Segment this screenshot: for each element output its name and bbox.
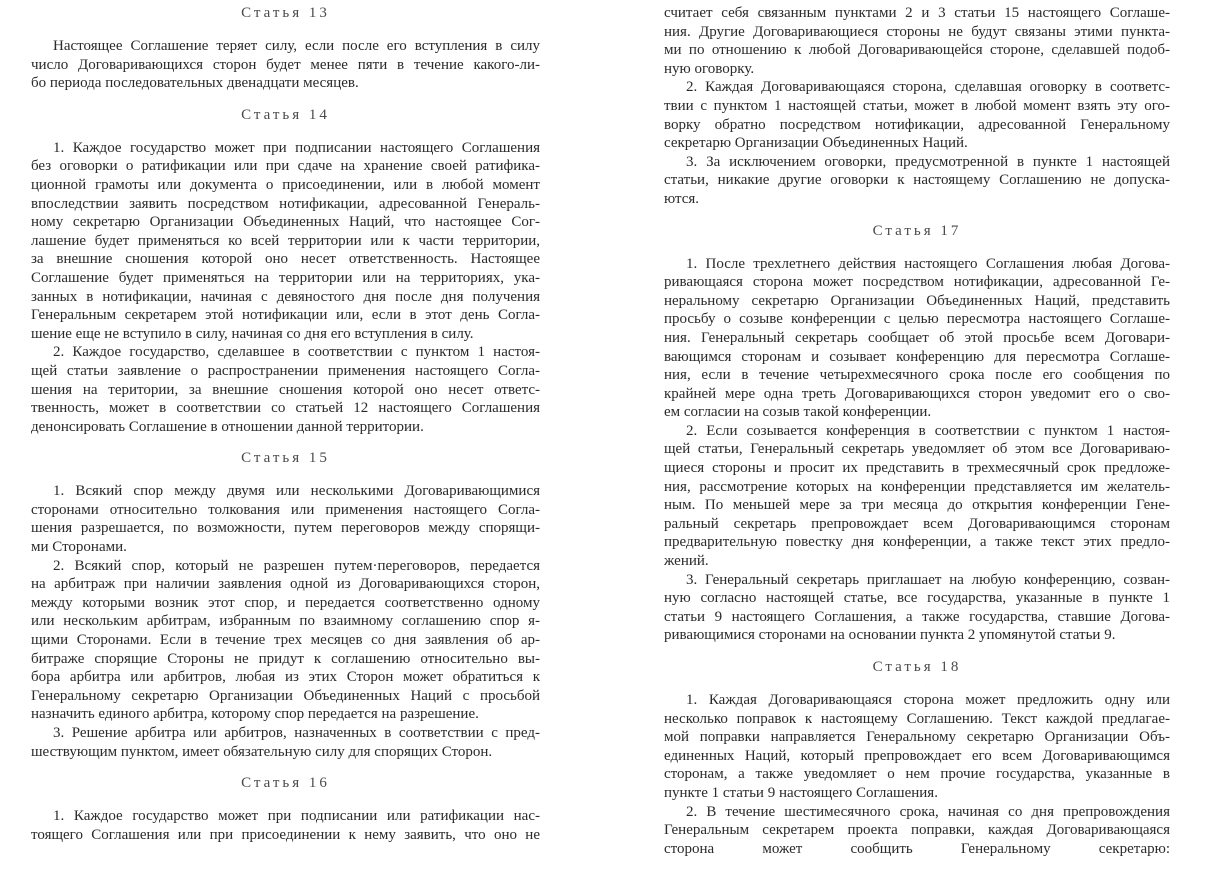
text-line: 3. Решение арбитра или арбитров, назначенных в соответствии с пред- [53,725,540,741]
text-line: 2. В течение шестимесячного срока, начиная со дня препровождения [686,803,1170,820]
text-line: шения на територии, за внешние сношения которой оно несет ответс- [31,381,540,398]
text-line: мой поправки направляется Генеральному секретарю Организации Объ- [664,729,1170,746]
text-line: 1. Каждая Договаривающаяся сторона может предложить одну или [686,692,1170,708]
text-line: предварительную повестку дня конференции, а также текст этих предло- [664,534,1170,551]
article-paragraph [31,557,540,724]
text-line: твенность, может в соответствии со статьей 12 настоящего Соглашения [31,400,540,417]
text-line: ния. Другие Договаривающиеся стороны не будут связаны этими пункта- [664,23,1170,40]
article-paragraph [664,153,1170,209]
article-paragraph [664,255,1170,422]
text-line: 2. Каждое государство, сделавшее в соответствии с пунктом 1 настоя- [53,344,540,361]
text-line: Генеральным секретарем проекта поправки, каждая Договаривающаяся [664,822,1170,839]
article-paragraph [664,422,1170,571]
text-line: бора арбитра или арбитров, любая из этих Сторон может обратиться к [31,669,540,686]
text-line: щей статьи, Генеральный секретарь уведомляет об этом все Договариваю- [664,441,1170,458]
article-heading: Статья 15 [241,450,330,467]
article-paragraph [664,803,1170,859]
article-heading: Статья 17 [872,222,962,239]
article-paragraph [31,139,540,344]
text-line: ми Сторонами. [31,539,127,556]
text-line: 1. Каждое государство может при подписании или ратификации нас- [53,808,540,825]
text-line: единенных Наций, который препровождает его всем Договаривающимся [664,747,1170,764]
text-line: ному секретарю Организации Объединенных Наций, что настоящее Сог- [31,214,540,231]
text-line: щей статьи заявление о распространении применения настоящего Согла- [31,362,540,379]
text-line: Генеральным секретарем этой нотификации или, если в этот день Согла- [31,307,540,324]
text-line: ным. По меньшей мере за три месяца до открытия конференции Гене- [664,497,1170,514]
text-line: ми по отношению к любой Договаривающейся стороне, сделавшей подоб- [664,42,1170,59]
text-line: денонсировать Соглашение в отношении данной территории. [31,418,424,435]
text-line: ную согласно настоящей статье, все государства, указанные в пункте 1 [664,590,1170,607]
article-paragraph [664,78,1170,152]
text-line: ривающаяся сторона может посредством нотификации, адресованной Ге- [664,274,1170,291]
text-line: или нескольким арбитрам, избранным по взаимному соглашению спор я- [31,613,540,630]
text-line: лашение будет применяться ко всей территории или к части территории, [31,232,540,249]
text-line: ются. [664,190,700,207]
right-page-column [664,4,1170,858]
text-line: ния, если в течение четырехмесячного срока после его сообщения по [664,367,1170,384]
text-line: твии с пунктом 1 настоящей статьи, может в любой момент взять эту ого- [664,97,1170,114]
text-line: секретарю Организации Объединенных Наций. [664,135,968,152]
text-line: сторона может сообщить Генеральному секретарю: [664,840,1170,857]
text-line: ния, рассмотрение которых на конференции представляется им желатель- [664,478,1170,495]
text-line: вающимся сторонам и созывает конференцию для пересмотра Соглаше- [664,348,1170,365]
text-line: Настоящее Соглашение теряет силу, если после его вступления в силу [53,38,540,54]
text-line: просьбу о созыве конференции с целью пересмотра настоящего Соглаше- [664,311,1170,328]
text-line: ционной грамоты или документа о присоединении, или в любой момент [31,176,540,193]
text-line: ривающимися сторонами на основании пункта 2 упомянутой статьи 9. [664,627,1116,644]
left-page-column [31,4,540,844]
article-heading: Статья 14 [241,106,330,123]
text-line: 2. Каждая Договаривающаяся сторона, сделавшая оговорку в соответс- [686,79,1170,96]
article-paragraph [31,807,540,844]
text-line: статьи, никакие другие оговорки к настоящему Соглашению не допуска- [664,172,1170,189]
text-line: шение еще не вступило в силу, начиная со дня его вступления в силу. [31,325,474,342]
text-line: 2. Всякий спор, который не разрешен путем·переговоров, передается [53,557,540,574]
text-line: впоследствии заявить посредством нотификации, адресованной Генераль- [31,195,540,212]
text-line: жений. [664,553,709,570]
text-line: ния. Генеральный секретарь сообщает об этой просьбе всем Договари- [664,329,1170,346]
text-line: шествующим пунктом, имеет обязательную силу для спорящих Сторон. [31,743,493,760]
text-line: щими Сторонами. Если в течение трех месяцев со дня заявления об ар- [31,632,540,649]
text-line: несколько поправок к настоящему Соглашению. Текст каждой предлагае- [664,710,1170,727]
text-line: 1. Всякий спор между двумя или несколькими Договаривающимися [53,483,540,500]
text-line: битраже спорящие Стороны не придут к соглашению относительно вы- [31,650,540,667]
article-paragraph [31,724,540,761]
text-line: ную оговорку. [664,60,755,77]
text-line: Генеральному секретарю Организации Объединенных Наций с просьбой [31,687,540,704]
text-line: пункте 1 статьи 9 настоящего Соглашения. [664,784,938,801]
article-paragraph [31,482,540,556]
text-line: тоящего Соглашения или при присоединении к нему заявить, что оно не [31,826,540,843]
text-line: сторонами относительно толкования или применения настоящего Согла- [31,501,540,518]
text-line: сторонам, а также уведомляет о нем прочие государства, указанные в [664,766,1170,783]
text-line: бо периода последовательных двенадцати месяцев. [31,75,359,92]
article-paragraph [31,37,540,93]
text-line: крайней мере одна треть Договаривающихся сторон уведомит его о сво- [664,385,1170,402]
text-line: занных в нотификации, начиная с девяностого дня после дня получения [31,288,540,305]
article-heading: Статья 16 [241,775,330,792]
text-line: Соглашение будет применяться на территории или на территориях, ука- [31,269,540,286]
article-paragraph [31,343,540,436]
text-line: назначить единого арбитра, которому спор передается на разрешение. [31,706,479,723]
text-line: считает себя связанным пунктами 2 и 3 статьи 15 настоящего Соглаше- [664,5,1170,21]
text-line: ем согласии на созыв такой конференции. [664,404,932,421]
text-line: шения разрешается, по возможности, путем переговоров между спорящи- [31,520,540,537]
article-paragraph [664,571,1170,645]
text-line: между которыми возник этот спор, и передается соответственно одному [31,594,540,611]
text-line: ральный секретарь препровождает всем Договаривающимся сторонам [664,515,1170,532]
text-line: без оговорки о ратификации или при сдаче на хранение своей ратифика- [31,158,540,175]
article-heading: Статья 18 [872,659,962,675]
text-line: 3. За исключением оговорки, предусмотренной в пункте 1 настоящей [686,153,1170,170]
text-line: неральному секретарю Организации Объединенных Наций, представить [664,292,1170,309]
text-line: 3. Генеральный секретарь приглашает на любую конференцию, созван- [686,571,1170,588]
text-line: 2. Если созывается конференция в соответствии с пунктом 1 настоя- [686,422,1170,439]
text-line: число Договаривающихся сторон будет менее пяти в течение какого-ли- [31,56,540,73]
text-line: щиеся стороны и просит их представить в трехмесячный срок предложе- [664,460,1170,477]
article-paragraph [664,691,1170,803]
text-line: на арбитраж при наличии заявления одной из Договаривающихся сторон, [31,576,540,593]
text-line: 1. Каждое государство может при подписании настоящего Соглашения [53,139,540,156]
text-line: за внешние сношения которой оно несет ответственность. Настоящее [31,251,540,268]
text-line: 1. После трехлетнего действия настоящего Соглашения любая Догова- [686,255,1170,272]
article-heading: Статья 13 [241,5,330,21]
text-line: ворку обратно посредством нотификации, адресованной Генеральному [664,116,1170,133]
text-line: статьи 9 настоящего Соглашения, а также государства, ставшие Догова- [664,608,1170,625]
article-paragraph [664,4,1170,78]
